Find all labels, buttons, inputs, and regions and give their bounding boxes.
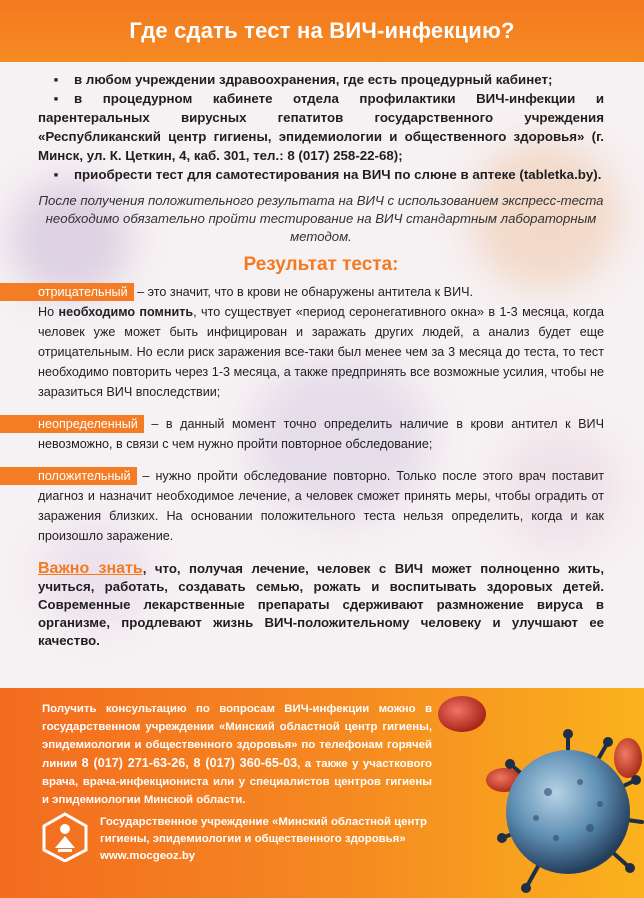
important-note: Важно знать, что, получая лечение, человек с ВИЧ может полноценно жить, учиться, работать, создавать семью, рожать и воспитывать здоровых детей. Современные лекарственные препараты сдерживают размножение вируса в организме, продлевают жизнь ВИЧ-положительному человеку и улучшают ее качество. xyxy=(38,560,604,648)
important-lead: Важно знать xyxy=(38,560,143,577)
organization-text xyxy=(100,814,440,865)
organization-name: Государственное учреждение «Минский областной центр гигиены, эпидемиологии и общественного здоровья» xyxy=(100,816,427,845)
consultation-info: Получить консультацию по вопросам ВИЧ-инфекции можно в государственном учреждении «Минский областной центр гигиены, эпидемиологии и общественного здоровья» по телефонам горячей линии 8 (017) 271-63-26, 8 (017) 360-65-03, а также у участкового врача, врача-инфекциониста или у специалистов центров гигиены и эпидемиологии Минской области. xyxy=(42,703,432,806)
main-content xyxy=(38,70,604,650)
virus-illustration xyxy=(430,688,644,898)
result-positive: положительный – нужно пройти обследование повторно. Только после этого врач поставит диагноз и назначит необходимое лечение, а человек сможет принять меры, чтобы оградить от заражения близких. На основании положительного теста нельзя определить, когда и как произошло заражение. xyxy=(38,466,604,546)
must-remember-text: необходимо помнить xyxy=(58,305,194,319)
website-link[interactable]: www.mocgeoz.by xyxy=(100,850,196,862)
bullet-marker: ▪ xyxy=(53,167,59,182)
result-indeterminate: неопределенный – в данный момент точно определить наличие в крови антител к ВИЧ невозможно, в связи с чем нужно пройти повторное обследование; xyxy=(38,414,604,454)
result-title: Результат теста: xyxy=(243,254,399,275)
bullet-item: ▪ в процедурном кабинете отдела профилактики ВИЧ-инфекции и парентеральных вирусных гепатитов государственного учреждения «Республиканский центр гигиены, эпидемиологии и общественного здоровья» (г. Минск, ул. К. Цеткин, 4, каб. 301, тел.: 8 (017) 258-22-68); xyxy=(38,91,604,163)
indeterminate-tag: неопределенный xyxy=(0,415,144,433)
bullet-item: ▪ в любом учреждении здравоохранения, где есть процедурный кабинет; xyxy=(38,70,604,89)
result-negative: отрицательный – это значит, что в крови не обнаружены антитела к ВИЧ. Но необходимо помнить, что существует «период серонегативного окна» в 1-3 месяца, когда человек уже может быть инфицирован и заражать других людей, а анализ будет еще отрицательным. Но если риск заражения все-таки был менее чем за 3 месяца до теста, то тест необходимо повторить через 1-3 месяца, а также предпринять все возможные усилия, чтобы не заразиться ВИЧ впоследствии; xyxy=(38,282,604,402)
bullet-item: ▪ приобрести тест для самотестирования на ВИЧ по слюне в аптеке (tabletka.by). xyxy=(38,165,604,184)
negative-tag: отрицательный xyxy=(0,283,134,301)
positive-tag: положительный xyxy=(0,467,137,485)
bullet-marker: ▪ xyxy=(53,91,59,106)
page-title: Где сдать тест на ВИЧ-инфекцию? xyxy=(129,18,515,43)
bullet-marker: ▪ xyxy=(53,72,59,87)
footer-banner xyxy=(0,688,644,898)
hotline-phones: 8 (017) 271-63-26, 8 (017) 360-65-03 xyxy=(81,756,298,770)
header-banner xyxy=(0,0,644,62)
lab-test-note: После получения положительного результата на ВИЧ с использованием экспресс-теста необходимо обязательно пройти тестирование на ВИЧ стандартным лабораторным методом. xyxy=(38,193,604,244)
organization-block xyxy=(42,810,442,880)
organization-logo-icon xyxy=(42,812,88,862)
